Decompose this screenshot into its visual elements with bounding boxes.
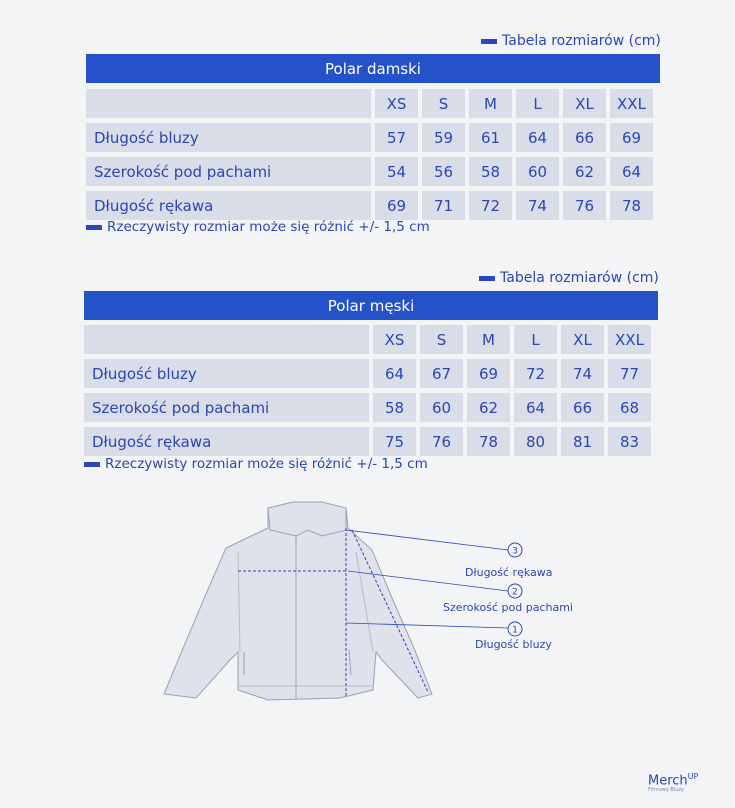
table-cell: 66	[563, 123, 606, 152]
men-legend	[479, 270, 659, 286]
row-label: Długość rękawa	[84, 427, 369, 456]
table-cell: 62	[467, 393, 510, 422]
logo-sup: UP	[687, 772, 699, 781]
size-header: XL	[563, 89, 606, 118]
table-row	[84, 393, 651, 422]
table-cell: 64	[516, 123, 559, 152]
table-cell: 74	[516, 191, 559, 220]
row-label: Długość bluzy	[84, 359, 369, 388]
row-label: Długość rękawa	[86, 191, 371, 220]
header-empty-cell	[84, 325, 369, 354]
women-note-text: Rzeczywisty rozmiar może się różnić +/- 1,5 cm	[107, 219, 430, 235]
table-cell: 76	[420, 427, 463, 456]
legend-dash-icon	[481, 39, 497, 44]
table-cell: 62	[563, 157, 606, 186]
table-cell: 67	[420, 359, 463, 388]
leader-sleeve	[346, 530, 508, 550]
table-cell: 66	[561, 393, 604, 422]
callout-label-length: Długość bluzy	[475, 638, 552, 651]
logo-text: Merch	[648, 773, 688, 789]
size-header: S	[420, 325, 463, 354]
table-cell: 81	[561, 427, 604, 456]
men-size-table	[80, 320, 655, 461]
table-cell: 76	[563, 191, 606, 220]
jacket-illustration	[0, 490, 735, 720]
size-header: M	[467, 325, 510, 354]
size-header: L	[514, 325, 557, 354]
note-dash-icon	[86, 225, 102, 230]
callout-number: 3	[512, 546, 518, 557]
women-note	[86, 219, 430, 235]
row-label: Szerokość pod pachami	[84, 393, 369, 422]
table-row	[86, 157, 653, 186]
table-cell: 54	[375, 157, 418, 186]
table-cell: 61	[469, 123, 512, 152]
table-cell: 64	[373, 359, 416, 388]
table-cell: 74	[561, 359, 604, 388]
table-cell: 72	[514, 359, 557, 388]
men-note-text: Rzeczywisty rozmiar może się różnić +/- 1,5 cm	[105, 456, 428, 472]
callout-label-chest: Szerokość pod pachami	[443, 601, 573, 614]
row-label: Szerokość pod pachami	[86, 157, 371, 186]
table-row	[84, 427, 651, 456]
women-table-title: Polar damski	[86, 54, 660, 83]
size-header: XXL	[610, 89, 653, 118]
men-table-title: Polar męski	[84, 291, 658, 320]
table-header-row	[86, 89, 653, 118]
table-row	[86, 123, 653, 152]
table-cell: 60	[516, 157, 559, 186]
table-row	[86, 191, 653, 220]
callout-number: 2	[512, 587, 518, 598]
women-legend	[481, 33, 661, 49]
table-cell: 64	[514, 393, 557, 422]
note-dash-icon	[84, 462, 100, 467]
size-header: S	[422, 89, 465, 118]
table-cell: 56	[422, 157, 465, 186]
size-header: M	[469, 89, 512, 118]
header-empty-cell	[86, 89, 371, 118]
table-cell: 60	[420, 393, 463, 422]
table-cell: 69	[610, 123, 653, 152]
table-row	[84, 359, 651, 388]
table-cell: 58	[373, 393, 416, 422]
table-cell: 69	[375, 191, 418, 220]
table-cell: 68	[608, 393, 651, 422]
row-label: Długość bluzy	[86, 123, 371, 152]
size-header: XL	[561, 325, 604, 354]
table-cell: 69	[467, 359, 510, 388]
size-header: XXL	[608, 325, 651, 354]
table-cell: 83	[608, 427, 651, 456]
table-cell: 78	[467, 427, 510, 456]
table-cell: 58	[469, 157, 512, 186]
table-cell: 57	[375, 123, 418, 152]
women-size-table	[82, 84, 657, 225]
jacket-outline	[164, 502, 432, 700]
table-cell: 72	[469, 191, 512, 220]
size-header: L	[516, 89, 559, 118]
table-cell: 71	[422, 191, 465, 220]
table-cell: 80	[514, 427, 557, 456]
table-cell: 75	[373, 427, 416, 456]
table-cell: 77	[608, 359, 651, 388]
logo-tagline: Firmowy Bluzy	[648, 787, 685, 794]
jacket-measurement-diagram	[0, 490, 735, 720]
table-cell: 78	[610, 191, 653, 220]
callout-label-sleeve: Długość rękawa	[465, 566, 553, 579]
table-header-row	[84, 325, 651, 354]
legend-dash-icon	[479, 276, 495, 281]
men-legend-text: Tabela rozmiarów (cm)	[500, 270, 659, 286]
table-cell: 64	[610, 157, 653, 186]
men-note	[84, 456, 428, 472]
women-legend-text: Tabela rozmiarów (cm)	[502, 33, 661, 49]
callout-number: 1	[512, 625, 518, 636]
merchup-logo	[648, 772, 698, 793]
size-header: XS	[373, 325, 416, 354]
table-cell: 59	[422, 123, 465, 152]
size-header: XS	[375, 89, 418, 118]
